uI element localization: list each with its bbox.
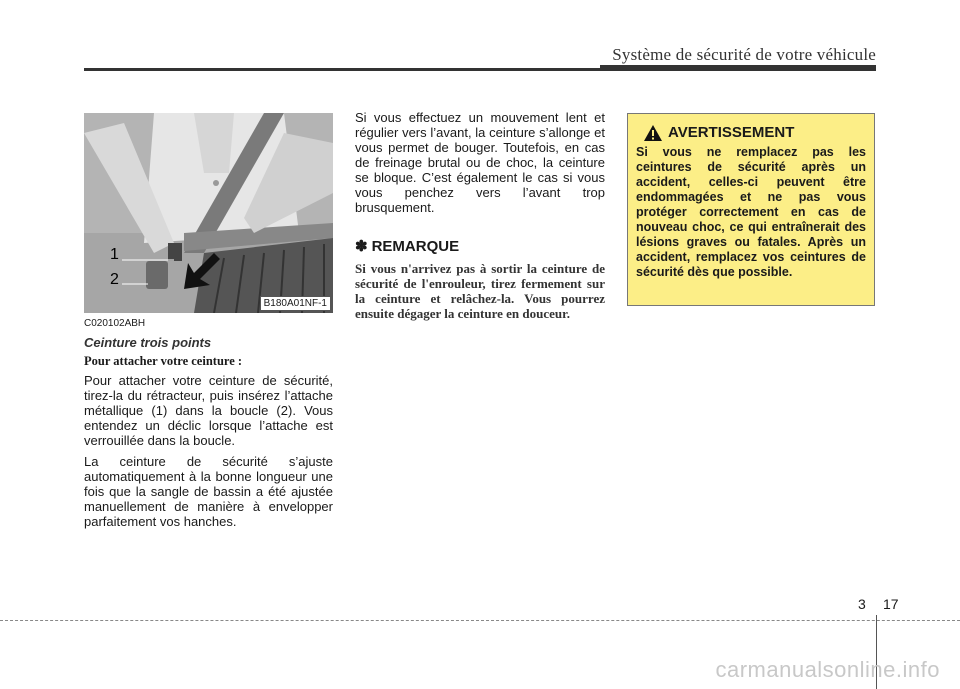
- paragraph-attach: Pour attacher votre ceinture de sécurité, tirez-la du rétracteur, puis insérez l’attache métallique (1) dans la boucle (2). Vous entendez un déclic lorsque l’attache est verrouillée dans la boucle.: [84, 373, 333, 448]
- warning-box: [627, 113, 875, 306]
- warning-header: [636, 124, 866, 141]
- seatbelt-illustration: [84, 113, 333, 313]
- header-rule-accent: [600, 65, 876, 71]
- left-column: [84, 318, 333, 535]
- middle-column: [355, 110, 605, 321]
- seatbelt-photo: [84, 113, 333, 313]
- chapter-number: 3: [858, 596, 866, 612]
- section-ref-code: C020102ABH: [84, 318, 146, 329]
- warning-text: Si vous ne remplacez pas les ceintures de sécurité après un accident, celles-ci peuvent être endommagées et ne pas vous protéger correctement en cas de nouveau choc, ce qui entraînerait des lésions graves ou fatales. Après un accident, remplacez vos ceintures de sécurité dès que possible.: [636, 145, 866, 279]
- callout-2: 2: [110, 271, 119, 288]
- page-number: 17: [883, 596, 899, 612]
- footer-rule: [0, 620, 960, 621]
- remark-title: REMARQUE: [371, 237, 460, 255]
- section-subtitle: Ceinture trois points: [84, 335, 212, 350]
- warning-title: AVERTISSEMENT: [668, 124, 795, 141]
- remark-star-icon: ✽: [355, 238, 368, 255]
- section-subsubtitle: Pour attacher votre ceinture :: [84, 354, 243, 368]
- callout-1: 1: [110, 246, 119, 263]
- warning-triangle-icon: [644, 125, 662, 141]
- watermark: carmanualsonline.info: [715, 657, 940, 682]
- paragraph-movement: Si vous effectuez un mouvement lent et régulier vers l’avant, la ceinture s’allonge et vous permet de bouger. Toutefois, en cas de freinage brutal ou de choc, la ceinture se bloque. C’est également le cas si vous vous penchez vers l’avant trop brusquement.: [355, 110, 605, 215]
- figure-code: B180A01NF-1: [260, 296, 331, 311]
- remark-text: Si vous n'arrivez pas à sortir la ceinture de sécurité de l'enrouleur, tirez fermement sur la ceinture et relâchez-la. Vous pourrez ensuite dégager la ceinture en douceur.: [355, 261, 605, 321]
- remark-heading: [355, 237, 605, 255]
- paragraph-adjust: La ceinture de sécurité s’ajuste automatiquement à la bonne longueur une fois que la sangle de bassin a été ajustée manuellement de manière à envelopper parfaitement vos hanches.: [84, 454, 333, 529]
- page-header-title: Système de sécurité de votre véhicule: [612, 45, 876, 64]
